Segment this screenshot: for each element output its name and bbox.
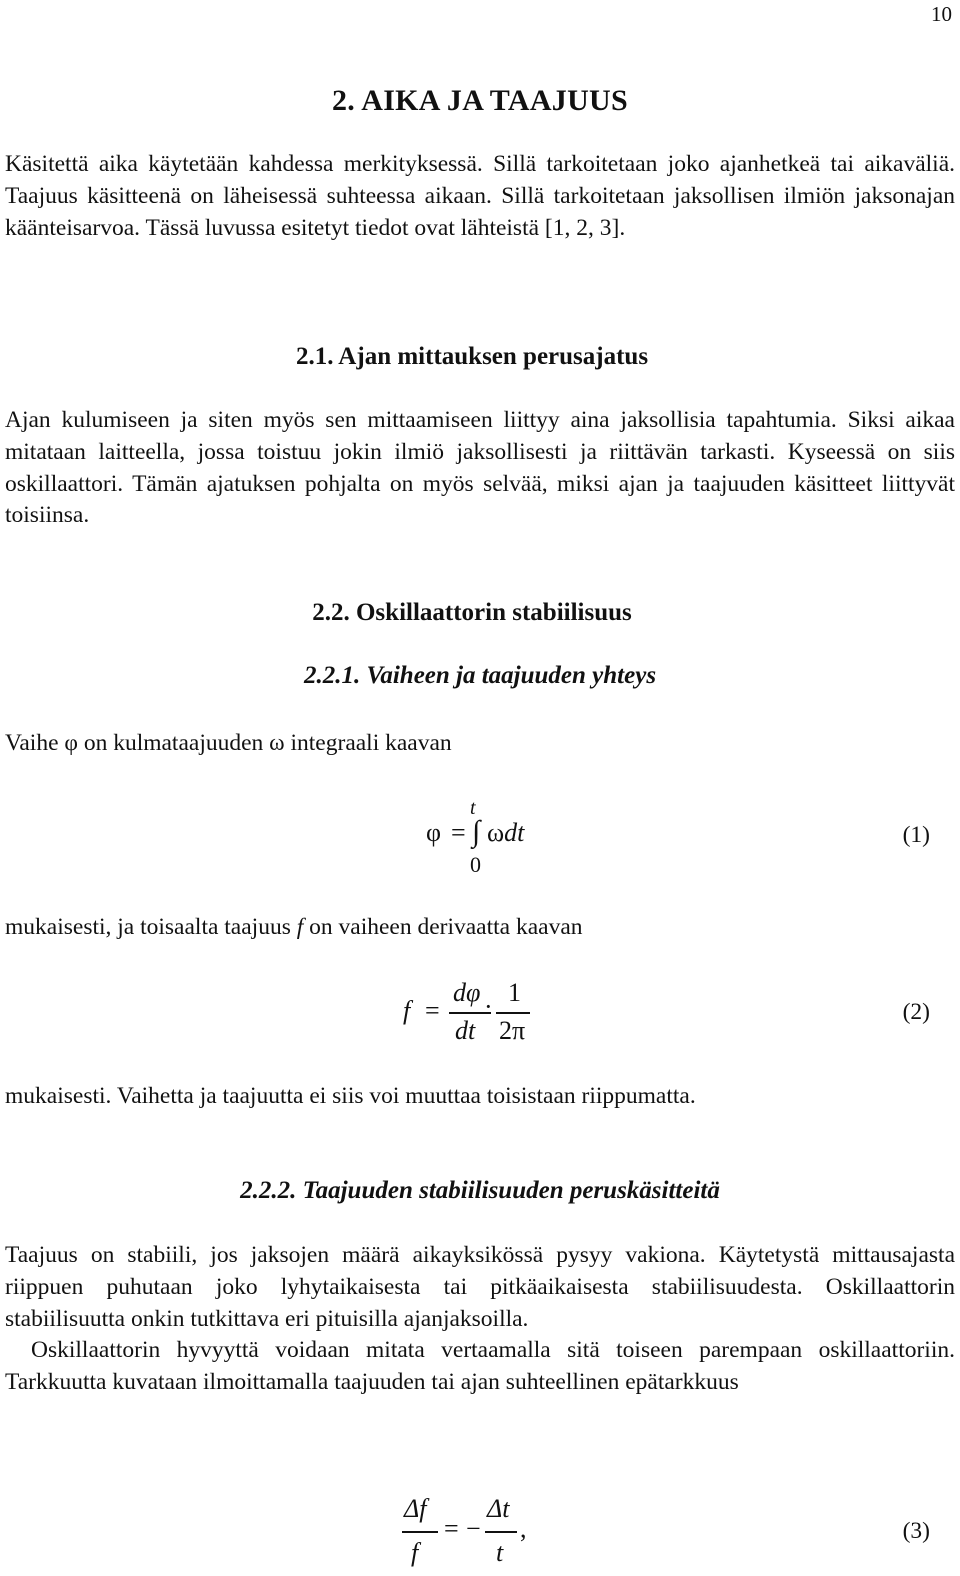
eq2-denominator-1: dt bbox=[455, 1016, 476, 1045]
eq2-denominator-2: 2π bbox=[499, 1016, 526, 1045]
eq1-upper-limit: t bbox=[470, 797, 476, 819]
frequency-definition-line: mukaisesti, ja toisaalta taajuus f on vaiheen derivaatta kaavan bbox=[5, 914, 583, 940]
eq2-equals: = bbox=[425, 996, 440, 1025]
eq2-numerator-1: dφ bbox=[453, 978, 481, 1007]
chapter-title: 2. AIKA JA TAAJUUS bbox=[331, 84, 629, 117]
eq1-equals: = bbox=[451, 818, 466, 847]
eq3-equals: = bbox=[444, 1514, 459, 1543]
intro-text: Käsitettä aika käytetään kahdessa merkityksessä. Sillä tarkoitetaan joko ajanhetkeä tai aikaväliä. Taajuus käsitteenä on läheisessä suhteessa aikaan. Sillä tarkoitetaan jaksollisen ilmiön jaksonajan käänteisarvoa. Tässä luvussa esitetyt tiedot ovat lähteistä [1, 2, 3]. bbox=[5, 151, 955, 241]
section-2-2-1-heading: 2.2.1. Vaiheen ja taajuuden yhteys bbox=[303, 662, 657, 689]
section-2-2-2-heading: 2.2.2. Taajuuden stabiilisuuden peruskäsitteitä bbox=[240, 1177, 720, 1204]
eq2-dot: · bbox=[484, 992, 493, 1021]
section-2-1-text: Ajan kulumiseen ja siten myös sen mittaamiseen liittyy aina jaksollisia tapahtumia. Siksi aikaa mitataan laitteella, jossa toistuu jokin ilmiö jaksollisesti ja riittävän tarkasti. Kyseessä on siis oskillaattori. Tämän ajatuksen pohjalta on myös selvää, miksi ajan ja taajuuden käsitteet liittyvät toisiinsa. bbox=[5, 407, 955, 529]
eq3-fraction-bar-2 bbox=[485, 1531, 517, 1533]
eq3-number: (3) bbox=[902, 1518, 930, 1544]
section-2-2-heading: 2.2. Oskillaattorin stabiilisuus bbox=[312, 599, 632, 626]
eq1-lower-limit: 0 bbox=[470, 852, 481, 877]
section-2-1-paragraph bbox=[5, 405, 955, 532]
eq1-lhs: φ bbox=[426, 818, 442, 847]
section-2-1-heading: 2.1. Ajan mittauksen perusajatus bbox=[295, 343, 649, 370]
eq1-integral-sign: ∫ bbox=[472, 815, 481, 848]
section-2-2-2-paragraphs bbox=[5, 1240, 955, 1399]
page-number: 10 bbox=[931, 2, 952, 26]
eq2-fraction-bar-2 bbox=[496, 1012, 530, 1014]
eq2-lhs: f bbox=[403, 996, 411, 1025]
eq1-number: (1) bbox=[902, 822, 930, 848]
eq3-denominator-1: f bbox=[411, 1538, 419, 1567]
eq2-number: (2) bbox=[902, 999, 930, 1025]
eq3-numerator-1: Δf bbox=[404, 1494, 427, 1523]
eq1-integrand: ωdt bbox=[487, 818, 525, 847]
eq3-fraction-bar-1 bbox=[402, 1531, 438, 1533]
eq2-numerator-2: 1 bbox=[508, 978, 521, 1007]
eq3-numerator-2: Δt bbox=[487, 1494, 510, 1523]
stability-paragraph: Taajuus on stabiili, jos jaksojen määrä aikayksikössä pysyy vakiona. Käytetystä mittausajasta riippuen puhutaan joko lyhytaikaisesta tai pitkäaikaisesta stabiilisuudesta. Oskillaattorin stabiilisuutta onkin tutkittava eri pituisilla ajanjaksoilla. bbox=[5, 1242, 955, 1332]
eq3-comma: , bbox=[520, 1514, 527, 1543]
eq3-minus: − bbox=[466, 1514, 481, 1543]
accuracy-paragraph: Oskillaattorin hyvyyttä voidaan mitata vertaamalla sitä toiseen parempaan oskillaattoriin. Tarkkuutta kuvataan ilmoittamalla taajuuden tai ajan suhteellinen epätarkkuus bbox=[5, 1337, 955, 1396]
intro-paragraph bbox=[5, 149, 955, 244]
phase-definition-line: Vaihe φ on kulmataajuuden ω integraali kaavan bbox=[5, 730, 452, 756]
eq3-denominator-2: t bbox=[496, 1538, 504, 1567]
phase-frequency-conclusion: mukaisesti. Vaihetta ja taajuutta ei siis voi muuttaa toisistaan riippumatta. bbox=[5, 1083, 696, 1109]
